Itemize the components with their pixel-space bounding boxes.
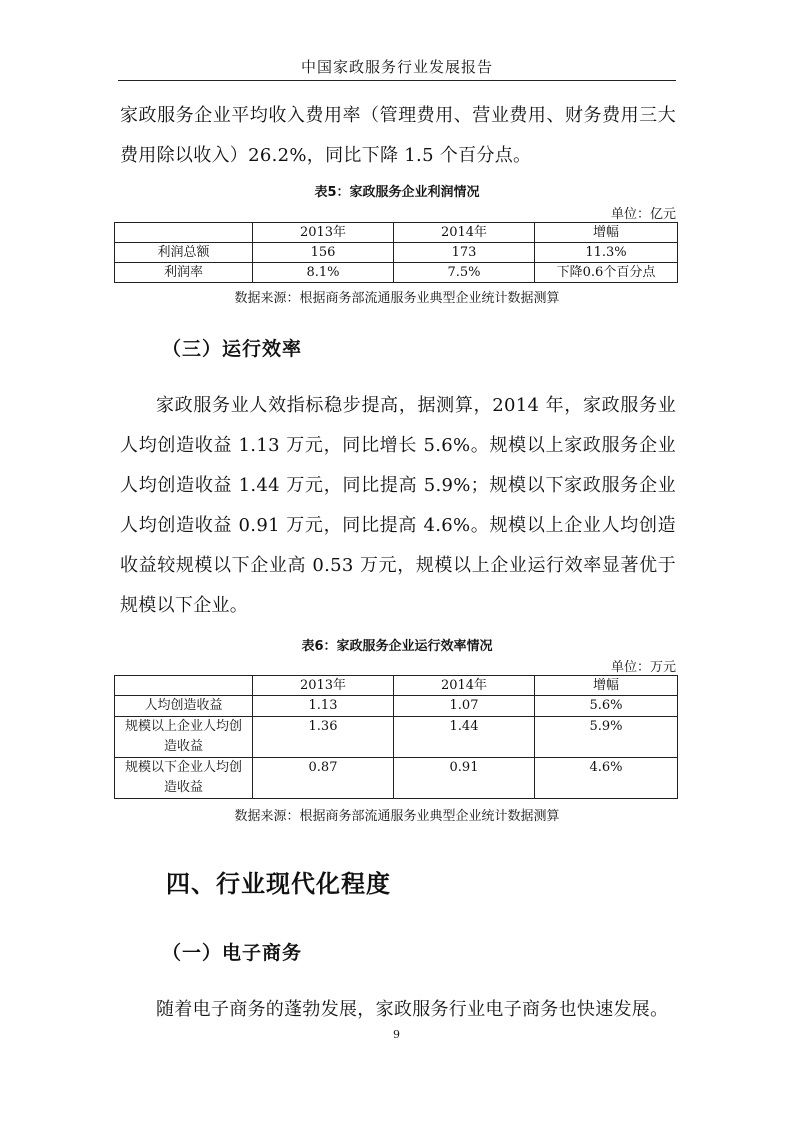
header-cell: 2013年	[253, 676, 394, 696]
header-divider	[118, 80, 676, 81]
header-cell: 增幅	[535, 676, 678, 696]
table-cell: 4.6%	[535, 758, 678, 799]
section-heading-ecommerce: （一）电子商务	[162, 942, 303, 964]
table-cell: 8.1%	[253, 263, 394, 283]
row-label: 规模以下企业人均创造收益	[115, 758, 253, 799]
table6-efficiency	[114, 675, 678, 799]
table5-source: 数据来源：根据商务部流通服务业典型企业统计数据测算	[234, 291, 560, 306]
table6-source: 数据来源：根据商务部流通服务业典型企业统计数据测算	[234, 809, 560, 824]
table-cell: 7.5%	[394, 263, 535, 283]
header-cell	[115, 676, 253, 696]
table-row	[115, 717, 678, 758]
row-label: 人均创造收益	[115, 696, 253, 717]
table5-title: 表5：家政服务企业利润情况	[314, 185, 480, 200]
table-row	[115, 243, 678, 263]
table5-profit	[114, 222, 678, 283]
section-heading-efficiency: （三）运行效率	[162, 338, 303, 360]
row-label: 利润率	[115, 263, 253, 283]
table-cell: 0.91	[394, 758, 535, 799]
table-cell: 0.87	[253, 758, 394, 799]
table-row	[115, 696, 678, 717]
header-cell: 2013年	[253, 223, 394, 243]
paragraph-ecommerce: 随着电子商务的蓬勃发展，家政服务行业电子商务也快速发展。	[156, 999, 669, 1020]
header-cell: 增幅	[535, 223, 678, 243]
table6-title: 表6：家政服务企业运行效率情况	[301, 639, 493, 654]
page-number: 9	[393, 1028, 400, 1041]
header-cell: 2014年	[394, 676, 535, 696]
table-cell: 1.44	[394, 717, 535, 758]
table-cell: 下降0.6个百分点	[535, 263, 678, 283]
header-cell	[115, 223, 253, 243]
row-label: 规模以上企业人均创造收益	[115, 717, 253, 758]
paragraph-efficiency: 家政服务业人效指标稳步提高，据测算，2014 年，家政服务业人均创造收益 1.13 万元，同比增长 5.6%。规模以上家政服务企业人均创造收益 1.44 万元，同比提高 5.9%；规模以下家政服务企业人均创造收益 0.91 万元，同比提高 4.6%。规模以上企业人均创造收益较规模以下企业高 0.53 万元，规模以上企业运行效率显著优于规模以下企业。	[120, 395, 676, 616]
page-header: 中国家政服务行业发展报告	[300, 58, 493, 76]
table-header-row	[115, 676, 678, 696]
table-cell: 5.9%	[535, 717, 678, 758]
table-cell: 173	[394, 243, 535, 263]
table6-unit: 单位：万元	[610, 660, 676, 675]
table-cell: 156	[253, 243, 394, 263]
table-cell: 1.07	[394, 696, 535, 717]
table-cell: 1.36	[253, 717, 394, 758]
table-row	[115, 263, 678, 283]
row-label: 利润总额	[115, 243, 253, 263]
table-cell: 1.13	[253, 696, 394, 717]
header-cell: 2014年	[394, 223, 535, 243]
table-cell: 11.3%	[535, 243, 678, 263]
chapter-heading-modernization: 四、行业现代化程度	[166, 870, 391, 898]
table-cell: 5.6%	[535, 696, 678, 717]
paragraph-expense-ratio: 家政服务企业平均收入费用率（管理费用、营业费用、财务费用三大费用除以收入）26.2%，同比下降 1.5 个百分点。	[120, 105, 676, 166]
table-row	[115, 758, 678, 799]
table5-unit: 单位：亿元	[610, 207, 676, 222]
table-header-row	[115, 223, 678, 243]
